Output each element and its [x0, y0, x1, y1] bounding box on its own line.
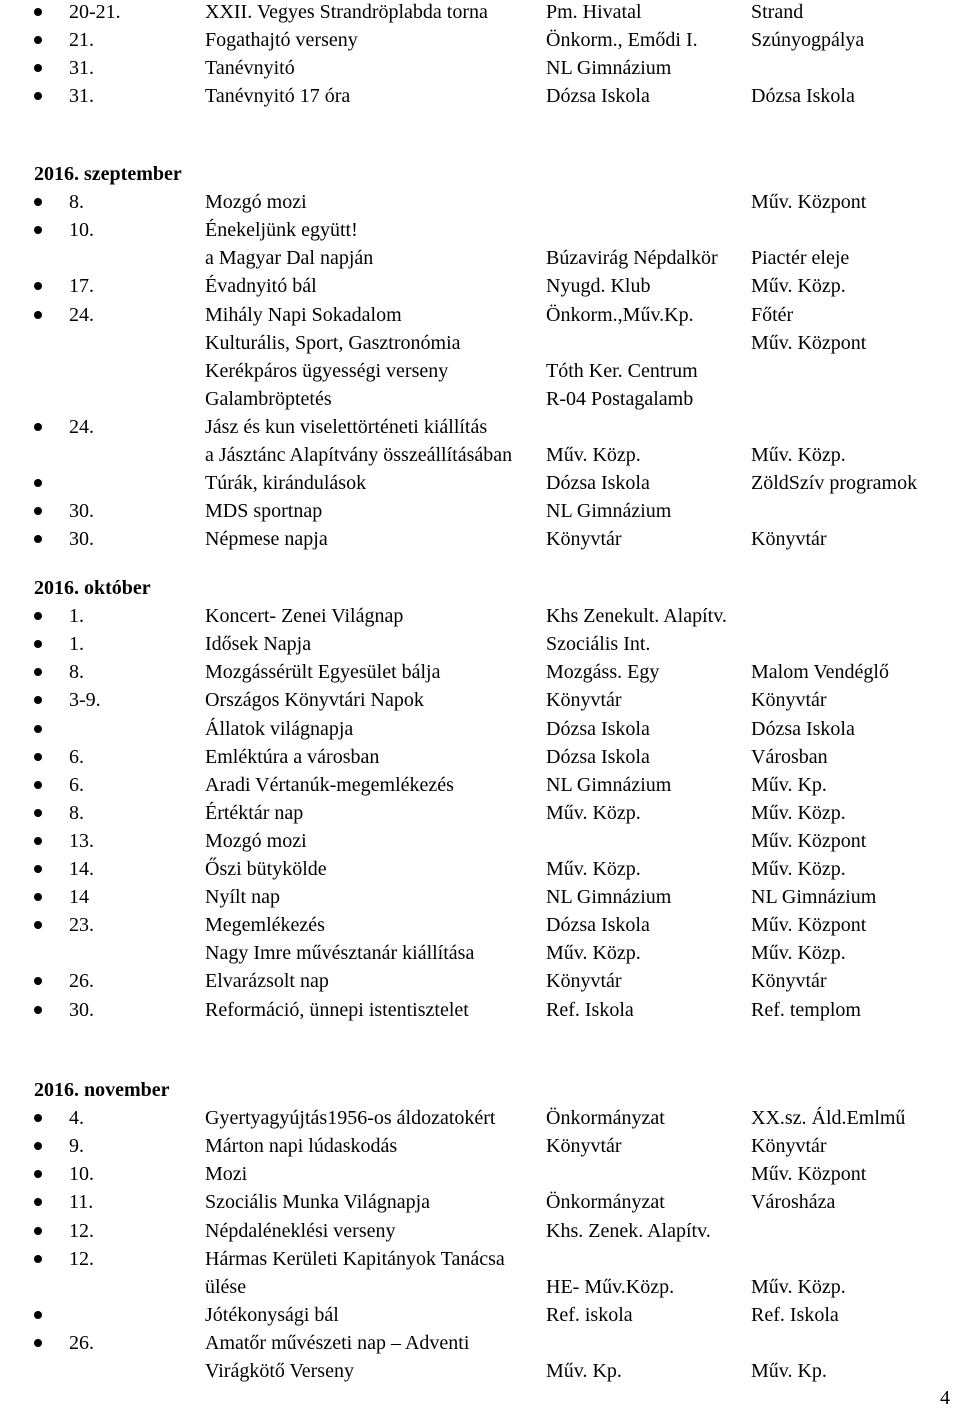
bullet-icon [34, 1311, 42, 1319]
bullet-icon [34, 507, 42, 515]
bullet-icon [34, 423, 42, 431]
event-name: Szociális Munka Világnapja [205, 1191, 431, 1214]
event-location: Műv. Kp. [751, 1360, 827, 1382]
month-heading: 2016. október [34, 577, 151, 599]
event-date: 11. [69, 1191, 94, 1214]
event-organizer: Önkormányzat [546, 1107, 665, 1130]
event-row [0, 1217, 960, 1245]
event-name: Tanévnyitó 17 óra [205, 85, 351, 108]
event-row [0, 244, 960, 272]
event-organizer: Khs Zenekult. Alapítv. [546, 605, 727, 628]
event-date: 30. [69, 528, 94, 551]
event-organizer: Önkorm., Emődi I. [546, 29, 698, 52]
event-location: Malom Vendéglő [751, 661, 889, 684]
event-row [0, 216, 960, 244]
event-date: 12. [69, 1219, 94, 1242]
event-organizer: Szociális Int. [546, 633, 651, 656]
event-name: Mihály Napi Sokadalom [205, 303, 402, 326]
event-organizer: Könyvtár [546, 970, 622, 993]
event-name: Országos Könyvtári Napok [205, 689, 424, 712]
event-organizer: Műv. Közp. [546, 801, 641, 824]
event-location: Szúnyogpálya [751, 29, 865, 52]
event-organizer: NL Gimnázium [546, 773, 672, 796]
event-name: Népmese napja [205, 528, 328, 551]
event-row [0, 525, 960, 553]
event-organizer: Khs. Zenek. Alapítv. [546, 1219, 711, 1242]
event-location: Könyvtár [751, 528, 827, 551]
event-location: Dózsa Iskola [751, 717, 855, 740]
event-date: 8. [69, 801, 84, 824]
event-row [0, 329, 960, 357]
event-name: Értéktár nap [205, 801, 304, 824]
bullet-icon [34, 612, 42, 620]
event-name: Mozgó mozi [205, 829, 307, 852]
bullet-icon [34, 92, 42, 100]
page-number: 4 [940, 1387, 950, 1409]
event-organizer: Önkormányzat [546, 1191, 665, 1214]
event-row [0, 301, 960, 329]
event-row [0, 855, 960, 883]
bullet-icon [34, 837, 42, 845]
event-row [0, 1104, 960, 1132]
bullet-icon [34, 640, 42, 648]
event-name: Énekeljünk együtt! [205, 219, 358, 242]
event-location: ZöldSzív programok [751, 472, 918, 495]
event-date: 8. [69, 661, 84, 684]
event-date: 8. [69, 191, 84, 214]
event-date: 6. [69, 773, 84, 796]
event-organizer: Műv. Kp. [546, 1360, 622, 1382]
event-row [0, 26, 960, 54]
event-location: Városban [751, 745, 828, 768]
event-location: Műv. Központ [751, 1163, 867, 1186]
event-row [0, 883, 960, 911]
event-name: Kerékpáros ügyességi verseny [205, 359, 449, 382]
bullet-icon [34, 696, 42, 704]
bullet-icon [34, 36, 42, 44]
event-date: 14 [69, 886, 89, 909]
event-organizer: Dózsa Iskola [546, 85, 650, 108]
event-row [0, 771, 960, 799]
bullet-icon [34, 1006, 42, 1014]
event-row [0, 799, 960, 827]
event-name: Elvarázsolt nap [205, 970, 329, 993]
event-organizer: Ref. Iskola [546, 998, 634, 1021]
event-organizer: Könyvtár [546, 1135, 622, 1158]
event-organizer: Dózsa Iskola [546, 717, 650, 740]
event-date: 31. [69, 85, 94, 108]
event-name: Reformáció, ünnepi istentisztelet [205, 998, 469, 1021]
event-row [0, 715, 960, 743]
event-row [0, 658, 960, 686]
event-organizer: Műv. Közp. [546, 858, 641, 880]
event-name: Mozgássérült Egyesület bálja [205, 661, 441, 684]
event-name: Népdaléneklési verseny [205, 1219, 396, 1242]
event-organizer: Nyugd. Klub [546, 275, 651, 298]
event-date: 4. [69, 1107, 84, 1130]
event-organizer: R-04 Postagalamb [546, 387, 694, 410]
event-row [0, 827, 960, 855]
event-date: 12. [69, 1247, 94, 1270]
event-row [0, 54, 960, 82]
event-date: 23. [69, 914, 94, 937]
bullet-icon [34, 921, 42, 929]
event-location: Könyvtár [751, 1135, 827, 1158]
event-row [0, 82, 960, 110]
bullet-icon [34, 282, 42, 290]
event-date: 31. [69, 57, 94, 80]
event-name: Tanévnyitó [205, 57, 295, 80]
event-date: 24. [69, 415, 94, 438]
bullet-icon [34, 1198, 42, 1206]
event-row [0, 1273, 960, 1301]
event-organizer: Dózsa Iskola [546, 745, 650, 768]
event-row [0, 1132, 960, 1160]
event-row [0, 602, 960, 630]
bullet-icon [34, 1114, 42, 1122]
event-location: Műv. Központ [751, 914, 867, 937]
event-row [0, 967, 960, 995]
event-date: 13. [69, 829, 94, 852]
event-date: 21. [69, 29, 94, 52]
event-name: Koncert- Zenei Világnap [205, 605, 404, 628]
event-name: Gyertyagyújtás1956-os áldozatokért [205, 1107, 496, 1130]
bullet-icon [34, 64, 42, 72]
event-organizer: Búzavirág Népdalkör [546, 247, 718, 270]
bullet-icon [34, 479, 42, 487]
event-location: Műv. Közp. [751, 444, 846, 466]
event-location: Ref. Iskola [751, 1303, 839, 1326]
event-row [0, 911, 960, 939]
month-heading: 2016. november [34, 1079, 170, 1101]
event-organizer: Műv. Közp. [546, 444, 641, 466]
event-row [0, 996, 960, 1024]
event-date: 1. [69, 633, 84, 656]
event-name: Túrák, kirándulások [205, 472, 367, 495]
event-name: Őszi bütykölde [205, 858, 327, 880]
event-name: Nyílt nap [205, 886, 280, 909]
event-name: Mozi [205, 1163, 248, 1186]
event-row [0, 1188, 960, 1216]
event-name: Hármas Kerületi Kapitányok Tanácsa [205, 1247, 505, 1270]
event-organizer: Pm. Hivatal [546, 1, 642, 23]
event-location: Könyvtár [751, 970, 827, 993]
event-organizer: NL Gimnázium [546, 57, 672, 80]
event-organizer: Ref. iskola [546, 1303, 633, 1326]
event-row [0, 497, 960, 525]
event-row [0, 413, 960, 441]
event-name: Állatok világnapja [205, 717, 354, 740]
event-name: Jótékonysági bál [205, 1303, 339, 1326]
bullet-icon [34, 893, 42, 901]
event-row [0, 272, 960, 300]
bullet-icon [34, 725, 42, 733]
event-organizer: Tóth Ker. Centrum [546, 359, 698, 382]
event-organizer: Dózsa Iskola [546, 914, 650, 937]
event-name: Évadnyitó bál [205, 275, 317, 298]
event-date: 1. [69, 605, 84, 628]
event-date: 3-9. [69, 689, 101, 712]
event-row [0, 441, 960, 469]
event-name: Galambröptetés [205, 387, 332, 410]
event-row [0, 939, 960, 967]
event-name: MDS sportnap [205, 500, 323, 523]
event-location: Ref. templom [751, 998, 861, 1021]
event-name: XXII. Vegyes Strandröplabda torna [205, 1, 488, 23]
bullet-icon [34, 226, 42, 234]
event-location: Műv. Közp. [751, 942, 846, 965]
event-location: Műv. Közp. [751, 1275, 846, 1298]
event-location: Városháza [751, 1191, 836, 1214]
bullet-icon [34, 1142, 42, 1150]
event-name: a Magyar Dal napján [205, 247, 374, 270]
month-heading: 2016. szeptember [34, 163, 182, 185]
event-date: 30. [69, 998, 94, 1021]
bullet-icon [34, 1170, 42, 1178]
event-organizer: Könyvtár [546, 528, 622, 551]
event-date: 10. [69, 1163, 94, 1186]
event-location: Strand [751, 1, 804, 23]
bullet-icon [34, 865, 42, 873]
event-row [0, 1301, 960, 1329]
event-row [0, 1329, 960, 1357]
event-name: Kulturális, Sport, Gasztronómia [205, 331, 461, 354]
event-organizer: Könyvtár [546, 689, 622, 712]
bullet-icon [34, 198, 42, 206]
event-date: 17. [69, 275, 94, 298]
event-name: Fogathajtó verseny [205, 29, 358, 52]
event-name: Idősek Napja [205, 633, 312, 656]
event-row [0, 743, 960, 771]
bullet-icon [34, 8, 42, 16]
event-organizer: NL Gimnázium [546, 500, 672, 523]
bullet-icon [34, 535, 42, 543]
event-row [0, 357, 960, 385]
event-organizer: Dózsa Iskola [546, 472, 650, 495]
event-name: Megemlékezés [205, 914, 325, 937]
event-date: 6. [69, 745, 84, 768]
event-name: Aradi Vértanúk-megemlékezés [205, 773, 454, 796]
event-location: Műv. Közp. [751, 801, 846, 824]
event-row [0, 1357, 960, 1385]
event-location: Műv. Közp. [751, 275, 846, 298]
event-row [0, 0, 960, 26]
event-organizer: NL Gimnázium [546, 886, 672, 909]
bullet-icon [34, 1339, 42, 1347]
event-row [0, 686, 960, 714]
event-date: 10. [69, 219, 94, 242]
event-name: Nagy Imre művésztanár kiállítása [205, 942, 475, 965]
event-location: XX.sz. Áld.Emlmű [751, 1107, 906, 1130]
bullet-icon [34, 1227, 42, 1235]
bullet-icon [34, 753, 42, 761]
event-location: Műv. Közp. [751, 858, 846, 880]
event-name: Emléktúra a városban [205, 745, 380, 768]
event-name: Virágkötő Verseny [205, 1360, 354, 1382]
event-row [0, 188, 960, 216]
bullet-icon [34, 311, 42, 319]
event-row [0, 385, 960, 413]
event-organizer: HE- Műv.Közp. [546, 1275, 675, 1298]
event-name: Mozgó mozi [205, 191, 307, 214]
event-location: Műv. Kp. [751, 773, 827, 796]
bullet-icon [34, 781, 42, 789]
bullet-icon [34, 809, 42, 817]
event-location: Főtér [751, 303, 794, 326]
event-name: a Jásztánc Alapítvány összeállításában [205, 444, 513, 466]
event-date: 14. [69, 858, 94, 880]
event-name: Amatőr művészeti nap – Adventi [205, 1331, 470, 1354]
event-location: Könyvtár [751, 689, 827, 712]
event-name: Jász és kun viselettörténeti kiállítás [205, 415, 488, 438]
event-location: Műv. Központ [751, 191, 867, 214]
event-location: Műv. Központ [751, 829, 867, 852]
event-name: Márton napi lúdaskodás [205, 1135, 398, 1158]
event-organizer: Műv. Közp. [546, 942, 641, 965]
event-date: 9. [69, 1135, 84, 1158]
event-location: NL Gimnázium [751, 886, 877, 909]
event-location: Dózsa Iskola [751, 85, 855, 108]
event-date: 26. [69, 970, 94, 993]
event-row [0, 469, 960, 497]
bullet-icon [34, 977, 42, 985]
event-location: Műv. Központ [751, 331, 867, 354]
event-location: Piactér eleje [751, 247, 850, 270]
event-date: 30. [69, 500, 94, 523]
event-row [0, 1160, 960, 1188]
event-organizer: Mozgáss. Egy [546, 661, 660, 684]
event-date: 20-21. [69, 1, 121, 23]
event-organizer: Önkorm.,Műv.Kp. [546, 303, 694, 326]
event-date: 26. [69, 1331, 94, 1354]
event-row [0, 1245, 960, 1273]
event-row [0, 630, 960, 658]
bullet-icon [34, 668, 42, 676]
event-name: ülése [205, 1275, 247, 1298]
bullet-icon [34, 1255, 42, 1263]
event-date: 24. [69, 303, 94, 326]
